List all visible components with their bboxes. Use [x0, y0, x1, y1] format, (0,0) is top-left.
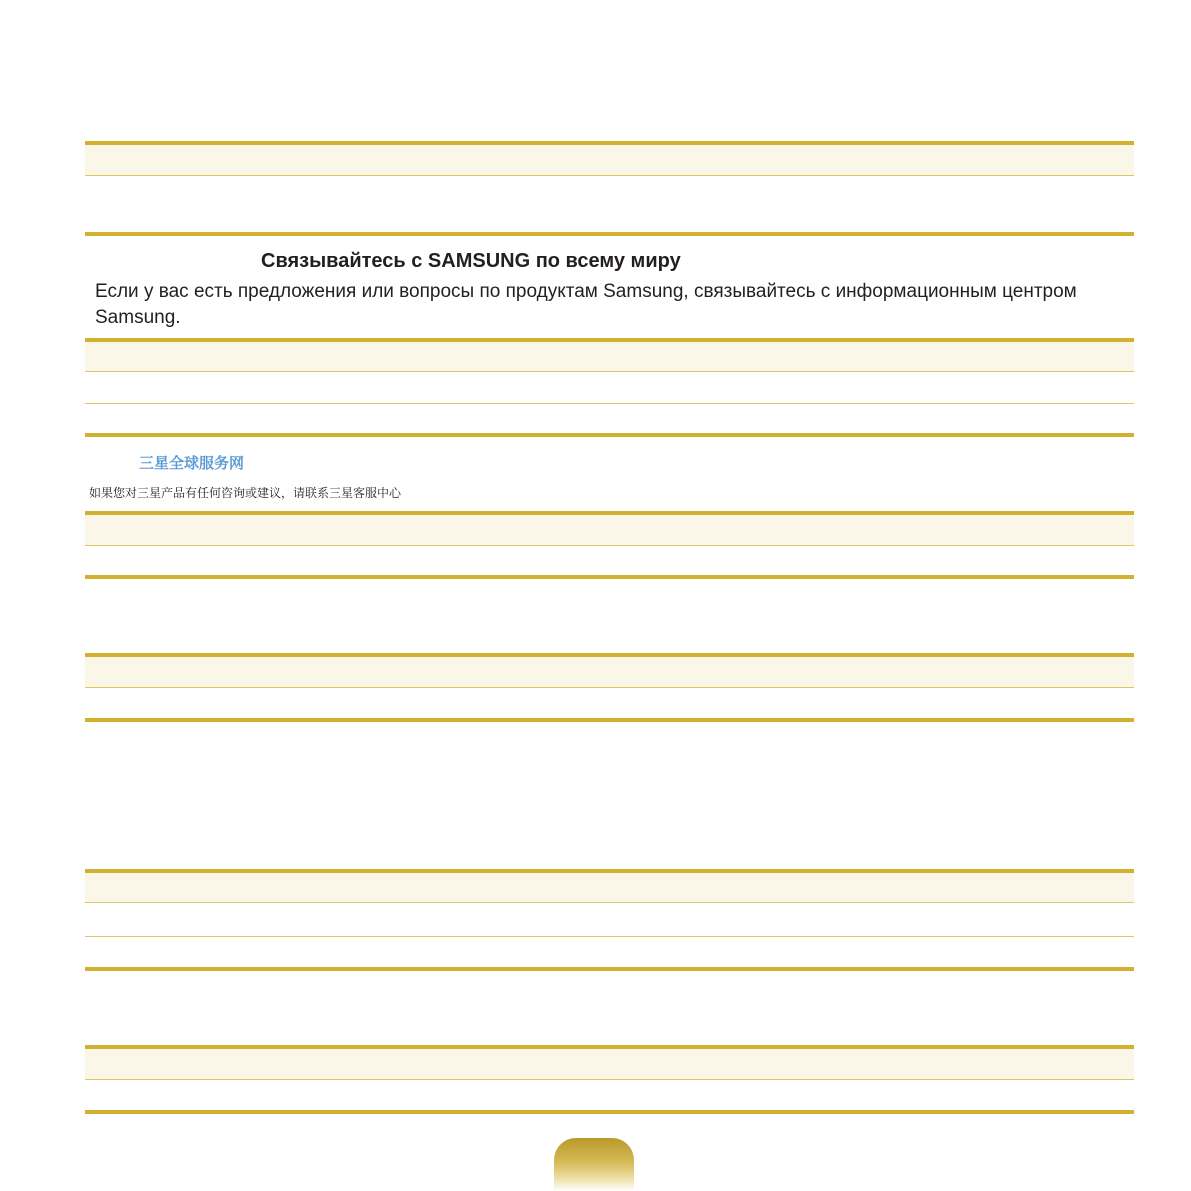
- russian-section-title: Связывайтесь с SAMSUNG по всему миру: [261, 250, 681, 272]
- table-header-row: [85, 873, 1134, 902]
- table-bottom-rule: [85, 718, 1134, 722]
- table-bottom-rule: [85, 433, 1134, 437]
- page-number-tab: [554, 1138, 634, 1191]
- table-header-row: [85, 515, 1134, 545]
- row-divider: [85, 175, 1134, 176]
- row-divider: [85, 1079, 1134, 1080]
- table-header-row: [85, 657, 1134, 687]
- row-divider: [85, 545, 1134, 546]
- russian-body-line-1: Если у вас есть предложения или вопросы по продуктам Samsung, связывайтесь с информационным центром: [95, 281, 1077, 302]
- row-divider: [85, 902, 1134, 903]
- table-bottom-rule: [85, 1110, 1134, 1114]
- row-divider: [85, 371, 1134, 372]
- chinese-section-title: 三星全球服务网: [139, 454, 245, 472]
- russian-body-line-2: Samsung.: [95, 307, 181, 328]
- row-divider: [85, 687, 1134, 688]
- table-bottom-rule: [85, 967, 1134, 971]
- table-header-row: [85, 1049, 1134, 1079]
- table-header-row: [85, 342, 1134, 371]
- table-bottom-rule: [85, 575, 1134, 579]
- chinese-body-text: 如果您对三星产品有任何咨询或建议，请联系三星客服中心: [89, 486, 402, 500]
- row-divider: [85, 936, 1134, 937]
- row-divider: [85, 403, 1134, 404]
- table-header-row: [85, 145, 1134, 175]
- table-bottom-rule: [85, 232, 1134, 236]
